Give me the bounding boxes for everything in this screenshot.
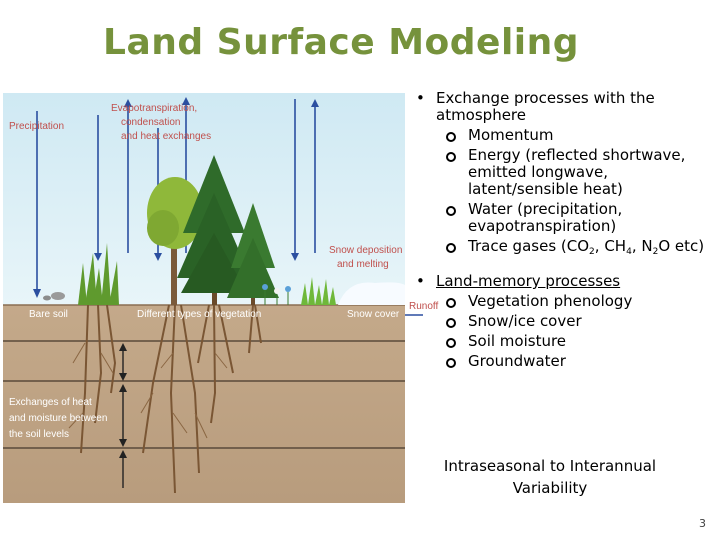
label-evap-line2: condensation: [121, 117, 181, 128]
bullet-land-memory: [410, 273, 710, 290]
bullet-heading: Exchange processes with the atmosphere: [436, 89, 655, 124]
label-snow-cover: Snow cover: [347, 309, 400, 320]
stone: [51, 292, 65, 300]
sub-bullet-marker: [446, 206, 456, 216]
sub-bullet-marker: [446, 132, 456, 142]
label-exchanges-line1: Exchanges of heat: [9, 397, 92, 408]
sub-bullet-text: Soil moisture: [468, 332, 567, 350]
variability-caption: [420, 455, 680, 499]
trace-text-prefix: Trace gases (CO: [468, 237, 590, 255]
label-exchanges-line2: and moisture between: [9, 413, 108, 424]
sub-bullet-marker: [446, 338, 456, 348]
sub-bullet-marker: [446, 298, 456, 308]
stone: [43, 296, 51, 301]
sub-bullet-text: Energy (reflected shortwave, emitted longwave, latent/sensible heat): [468, 146, 686, 198]
bullet-dot: •: [416, 89, 425, 107]
caption-line-2: Variability: [512, 479, 588, 497]
sub-bullet-snow: [410, 313, 710, 330]
slide-title: Land Surface Modeling: [103, 22, 580, 63]
trace-text-suffix: O etc): [658, 237, 705, 255]
sub-bullet-text: Vegetation phenology: [468, 292, 633, 310]
page-number: 3: [699, 517, 706, 530]
label-snow-deposition-line2: and melting: [337, 259, 389, 270]
sub-bullet-marker: [446, 243, 456, 253]
sub-bullet-marker: [446, 318, 456, 328]
sub-bullet-trace-gases: [410, 238, 710, 261]
sub-bullet-vegetation: [410, 293, 710, 310]
label-evap-line3: and heat exchanges: [121, 131, 212, 142]
label-snow-deposition-line1: Snow deposition: [329, 245, 403, 256]
sub-bullet-water: [410, 201, 710, 235]
label-runoff: Runoff: [409, 301, 439, 312]
sub-bullet-soil: [410, 333, 710, 350]
trace-subscript: 4: [626, 247, 632, 257]
trace-text-mid: , CH: [594, 237, 627, 255]
bullet-dot: •: [416, 272, 425, 290]
sub-bullet-text: Snow/ice cover: [468, 312, 582, 330]
sub-bullet-marker: [446, 152, 456, 162]
sub-bullet-energy: [410, 147, 710, 198]
trace-text-mid: , N: [631, 237, 653, 255]
label-evap-line1: Evapotranspiration,: [111, 103, 198, 114]
sub-bullet-text: Water (precipitation, evapotranspiration): [468, 200, 623, 235]
caption-line-1: Intraseasonal to Interannual: [443, 457, 657, 475]
label-vegetation-types: Different types of vegetation: [137, 309, 262, 320]
trace-subscript: 2: [589, 247, 595, 257]
bullet-heading: Land-memory processes: [436, 272, 621, 290]
sub-bullet-marker: [446, 358, 456, 368]
sub-bullet-text: Momentum: [468, 126, 554, 144]
label-exchanges-line3: the soil levels: [9, 429, 70, 440]
sub-bullet-groundwater: [410, 353, 710, 370]
label-precipitation: Precipitation: [9, 121, 65, 132]
illustration-svg: [3, 93, 439, 503]
bullet-exchange-processes: [410, 90, 710, 124]
sub-bullet-text: Groundwater: [468, 352, 566, 370]
label-bare-soil: Bare soil: [29, 309, 68, 320]
sub-bullet-momentum: [410, 127, 710, 144]
land-surface-illustration: [3, 93, 439, 503]
bullet-list: [410, 90, 710, 370]
trace-subscript: 2: [652, 247, 659, 257]
